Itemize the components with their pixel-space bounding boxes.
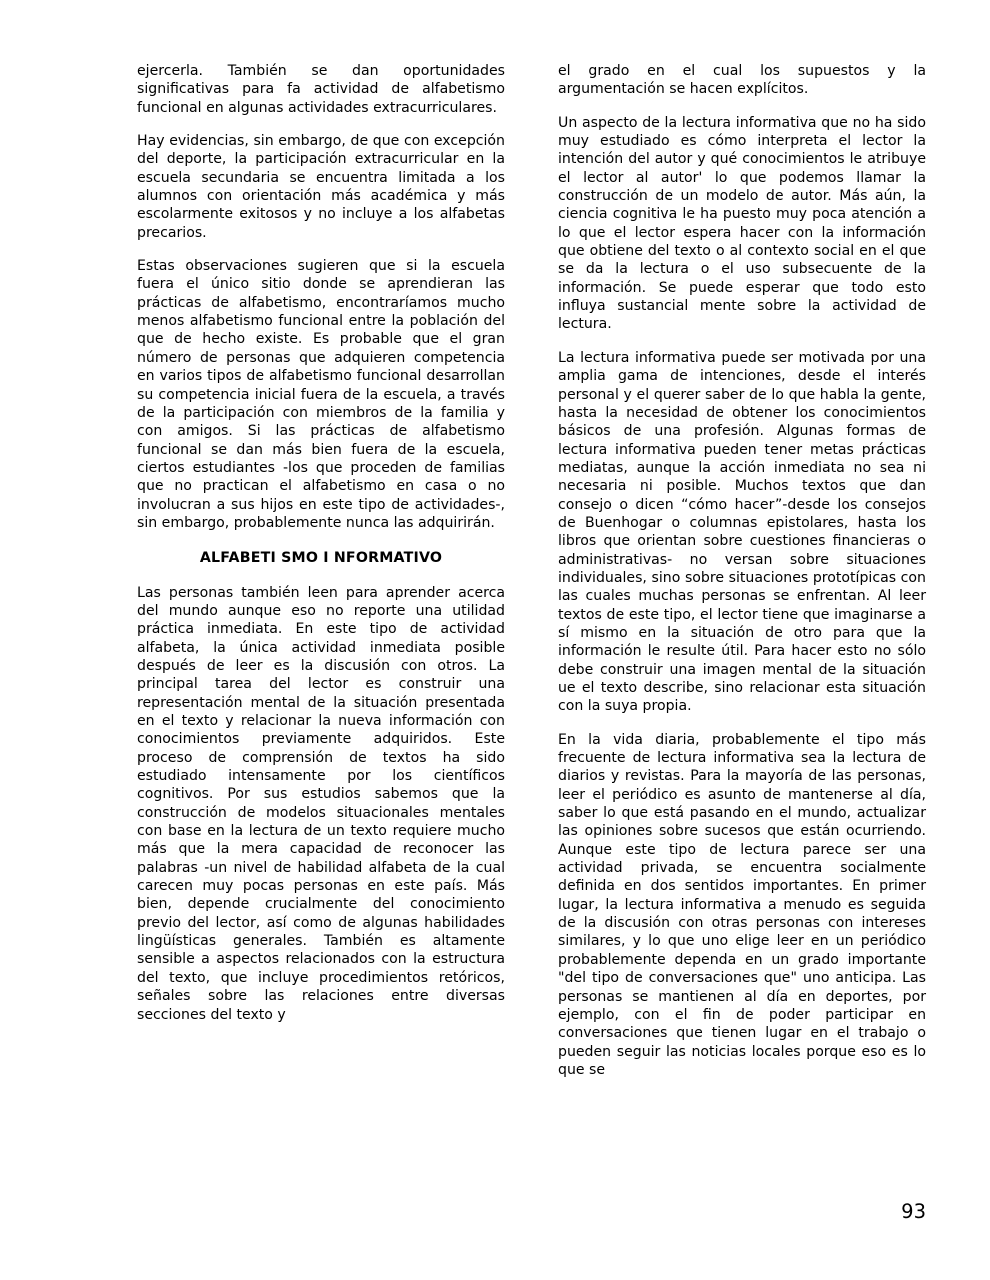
paragraph: el grado en el cual los supuestos y la argumentación se hacen explícitos. [558, 63, 926, 98]
paragraph: ejercerla. También se dan oportunidades significativas para fa actividad de alfabetismo funcional en algunas actividades extracurriculares. [137, 63, 505, 116]
paragraph: Estas observaciones sugieren que si la escuela fuera el único sitio donde se aprendieran las prácticas de alfabetismo, encontraríamos mucho menos alfabetismo funcional entre la población del que de hecho existe. Es probable que el gran número de personas que adquieren competencia en varios tipos de alfabetismo funcional desarrollan su competencia inicial fuera de la escuela, a través de la participación con miembros de la familia y con amigos. Si las prácticas de alfabetismo funcional se dan más bien fuera de la escuela, ciertos estudiantes -los que proceden de familias que no practican el alfabetismo en casa o no involucran a sus hijos en este tipo de actividades-, sin embargo, probablemente nunca las adquirirán. [137, 258, 505, 531]
two-column-body [137, 62, 926, 1212]
paragraph: La lectura informativa puede ser motivada por una amplia gama de intenciones, desde el interés personal y el querer saber de lo que habla la gente, hasta la necesidad de obtener los conocimientos básicos de una profesión. Algunas formas de lectura informativa pueden tener metas prácticas mediatas, aunque la acción inmediata no sea ni necesaria ni posible. Muchos textos que dan consejo o dicen “cómo hacer”-desde los consejos de Buenhogar o columnas epistolares, hasta los libros que orientan sobre cuestiones financieras o administrativas- no versan sobre situaciones individuales, sino sobre situaciones prototípicas con las cuales muchas personas se enfrentan. Al leer textos de este tipo, el lector tiene que imaginarse a sí mismo en la situación de otro para que la información le resulte útil. Para hacer esto no sólo debe construir una imagen mental de la situación ue el texto describe, sino relacionar esta situación con la suya propia. [558, 349, 926, 715]
paragraph: En la vida diaria, probablemente el tipo más frecuente de lectura informativa sea la lectura de diarios y revistas. Para la mayoría de las personas, leer el periódico es asunto de mantenerse al día, saber lo que está pasando en el mundo, actualizar las opiniones sobre sucesos que están ocurriendo. Aunque este tipo de lectura parece ser una actividad privada, se encuentra socialmente definida en dos sentidos importantes. En primer lugar, la lectura informativa a menudo es seguida de la discusión con otras personas con intereses similares, y lo que uno elige leer en un periódico probablemente dependa en un grado importante "del tipo de conversaciones que" uno anticipa. Las personas se mantienen al día en deportes, por ejemplo, con el fin de poder participar en conversaciones que tienen lugar en el trabajo o pueden seguir las noticias locales porque eso es lo que se [558, 731, 926, 1078]
paragraph: Las personas también leen para aprender acerca del mundo aunque eso no reporte una utilidad práctica inmediata. En este tipo de actividad alfabeta, la única actividad inmediata posible después de leer es la discusión con otros. La principal tarea del lector es construir una representación mental de la situación presentada en el texto y relacionar la nueva información con conocimientos previamente adquiridos. Este proceso de comprensión de textos ha sido estudiado intensamente por los científicos cognitivos. Por sus estudios sabemos que la construcción de modelos situacionales mentales con base en la lectura de un texto requiere mucho más que la mera capacidad de reconocer las palabras -un nivel de habilidad alfabeta de la cual carecen muy pocas personas en este país. Más bien, depende crucialmente del conocimiento previo del lector, así como de algunas habilidades lingüísticas generales. También es altamente sensible a aspectos relacionados con la estructura del texto, que incluye procedimientos retóricos, señales sobre las relaciones entre diversas secciones del texto y [137, 584, 505, 1023]
section-heading: ALFABETI SMO I NFORMATIVO [199, 550, 443, 567]
paragraph: Un aspecto de la lectura informativa que no ha sido muy estudiado es cómo interpreta el lector la intención del autor y qué conocimientos le atribuye el lector al autor' lo que podemos llamar la construcción de un modelo de autor. Más aún, la ciencia cognitiva le ha puesto muy poca atención a lo que el lector espera hacer con la información que obtiene del texto o al contexto social en el que se da la lectura o el uso subsecuente de la información. Se puede esperar que todo esto influya sustancial mente sobre la actividad de lectura. [558, 114, 926, 333]
page-number: 93 [901, 1200, 926, 1223]
paragraph: Hay evidencias, sin embargo, de que con excepción del deporte, la participación extracurricular en la escuela secundaria se encuentra limitada a los alumnos con orientación más académica y más escolarmente exitosos y no incluye a los alfabetas precarios. [137, 133, 505, 241]
left-column [137, 62, 505, 1212]
right-column [558, 62, 926, 1212]
